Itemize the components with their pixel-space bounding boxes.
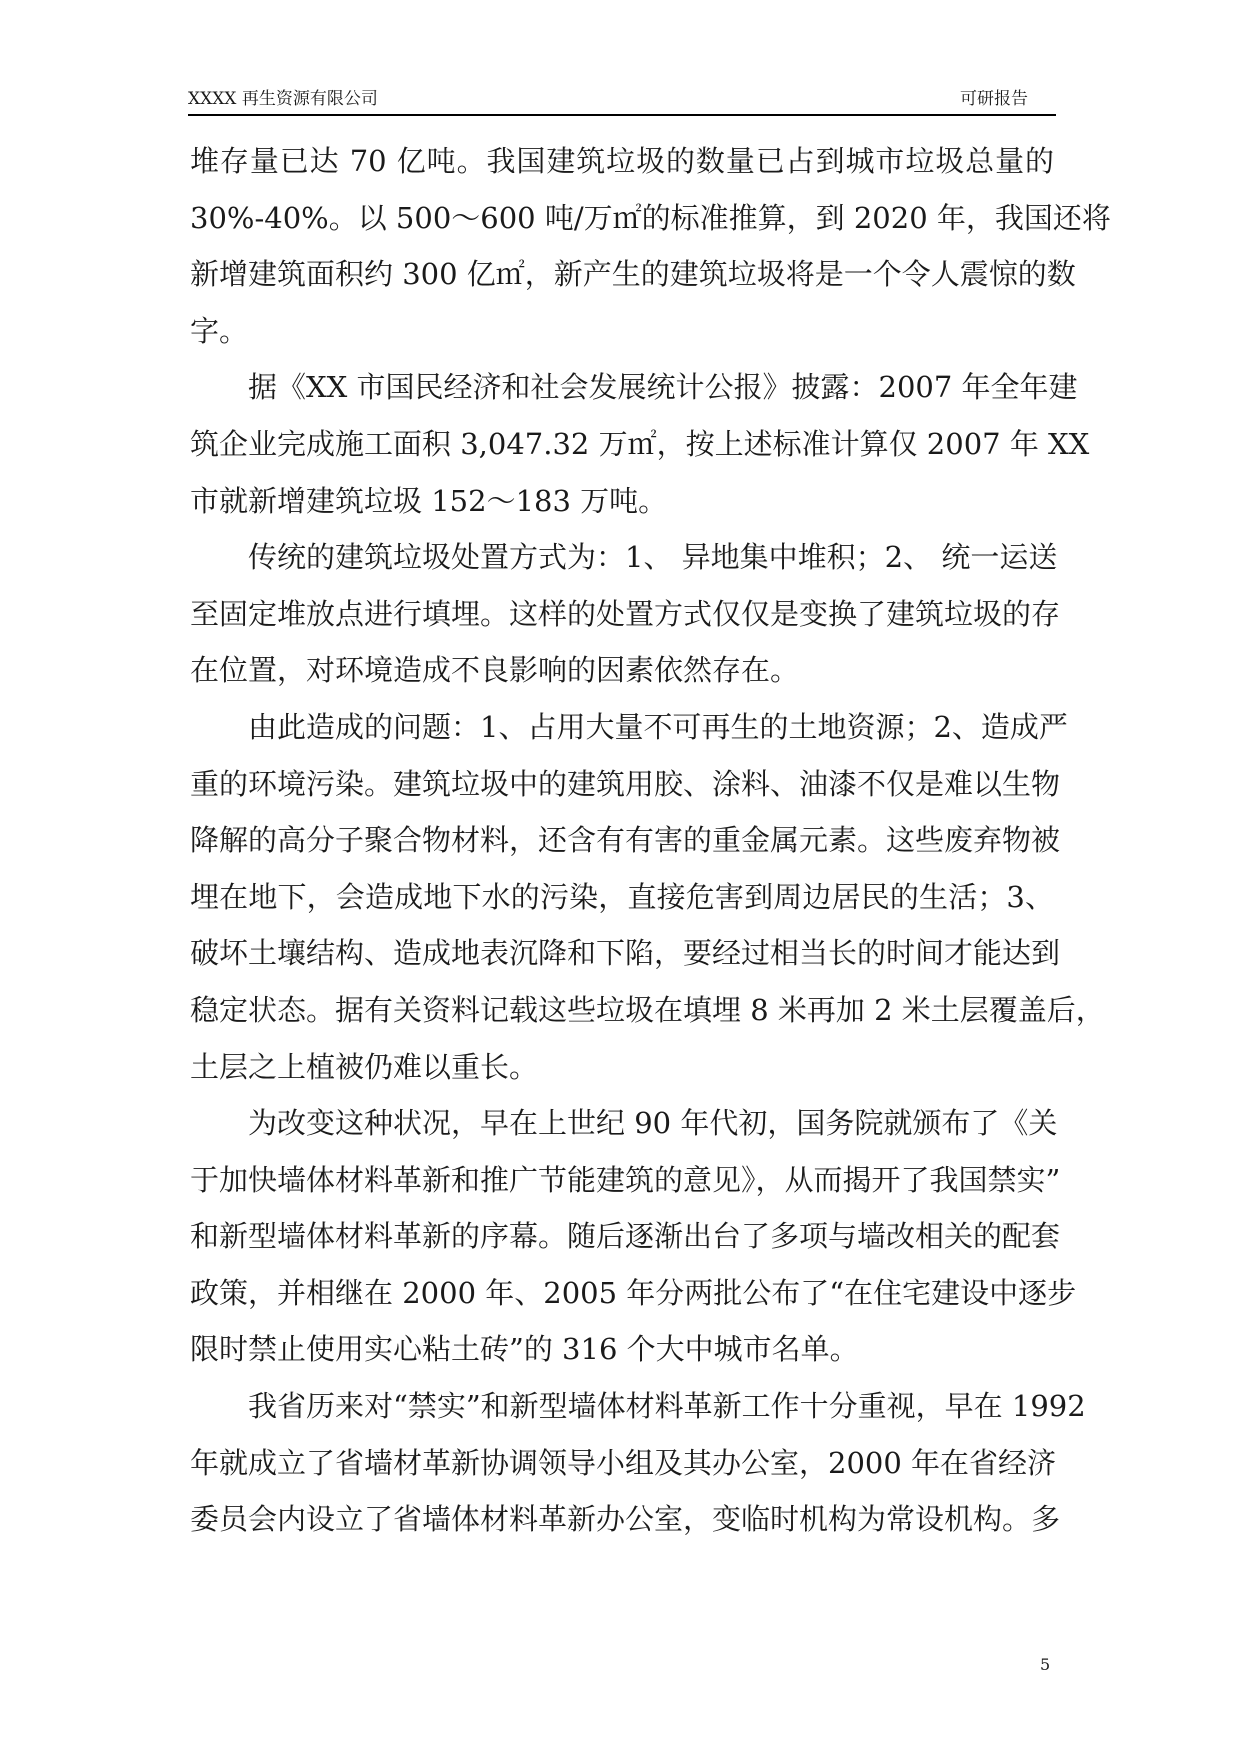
text-line: 新增建筑面积约 300 亿㎡，新产生的建筑垃圾将是一个令人震惊的数 — [190, 257, 1076, 292]
text-line: 堆存量已达 70 亿吨。我国建筑垃圾的数量已占到城市垃圾总量的 — [190, 144, 1054, 178]
text-line: 于加快墙体材料革新和推广节能建筑的意见》，从而揭开了我国禁实” — [190, 1162, 1061, 1197]
text-line: 30%-40%。以 500～600 吨/万㎡的标准推算，到 2020 年，我国还将 — [190, 200, 1111, 235]
page-number: 5 — [1040, 1655, 1051, 1674]
text-line: 字。 — [190, 313, 249, 348]
page-header — [188, 84, 1056, 116]
text-line: 和新型墙体材料革新的序幕。随后逐渐出台了多项与墙改相关的配套 — [190, 1219, 1061, 1254]
text-line: 稳定状态。据有关资料记载这些垃圾在填埋 8 米再加 2 米土层覆盖后， — [190, 992, 1105, 1027]
text-line: 限时禁止使用实心粘土砖”的 316 个大中城市名单。 — [190, 1332, 859, 1367]
text-line: 市就新增建筑垃圾 152～183 万吨。 — [190, 483, 668, 518]
text-line: 我省历来对“禁实”和新型墙体材料革新工作十分重视，早在 1992 — [248, 1389, 1086, 1424]
text-line: 破坏土壤结构、造成地表沉降和下陷，要经过相当长的时间才能达到 — [190, 936, 1061, 971]
text-line: 政策，并相继在 2000 年、2005 年分两批公布了“在住宅建设中逐步 — [190, 1275, 1077, 1310]
text-line: 筑企业完成施工面积 3,047.32 万㎡，按上述标准计算仅 2007 年 XX — [190, 426, 1090, 461]
text-line: 由此造成的问题：1、占用大量不可再生的土地资源；2、造成严 — [248, 709, 1068, 744]
header-company: XXXX 再生资源有限公司 — [188, 89, 378, 109]
body-text — [190, 133, 1111, 1548]
text-line: 委员会内设立了省墙体材料革新办公室，变临时机构为常设机构。多 — [190, 1502, 1061, 1537]
header-doc-type: 可研报告 — [960, 89, 1028, 109]
text-line: 埋在地下，会造成地下水的污染，直接危害到周边居民的生活；3、 — [190, 879, 1054, 914]
text-line: 降解的高分子聚合物材料，还含有有害的重金属元素。这些废弃物被 — [190, 823, 1061, 858]
text-line: 土层之上植被仍难以重长。 — [190, 1049, 539, 1084]
text-line: 为改变这种状况，早在上世纪 90 年代初，国务院就颁布了《关 — [248, 1106, 1058, 1141]
text-line: 传统的建筑垃圾处置方式为：1、 异地集中堆积；2、 统一运送 — [248, 540, 1058, 575]
text-line: 年就成立了省墙材革新协调领导小组及其办公室，2000 年在省经济 — [190, 1445, 1057, 1480]
text-line: 重的环境污染。建筑垃圾中的建筑用胶、涂料、油漆不仅是难以生物 — [190, 766, 1061, 801]
text-line: 在位置，对环境造成不良影响的因素依然存在。 — [190, 653, 800, 688]
text-line: 至固定堆放点进行填埋。这样的处置方式仅仅是变换了建筑垃圾的存 — [190, 596, 1061, 631]
text-line: 据《XX 市国民经济和社会发展统计公报》披露：2007 年全年建 — [248, 370, 1078, 405]
